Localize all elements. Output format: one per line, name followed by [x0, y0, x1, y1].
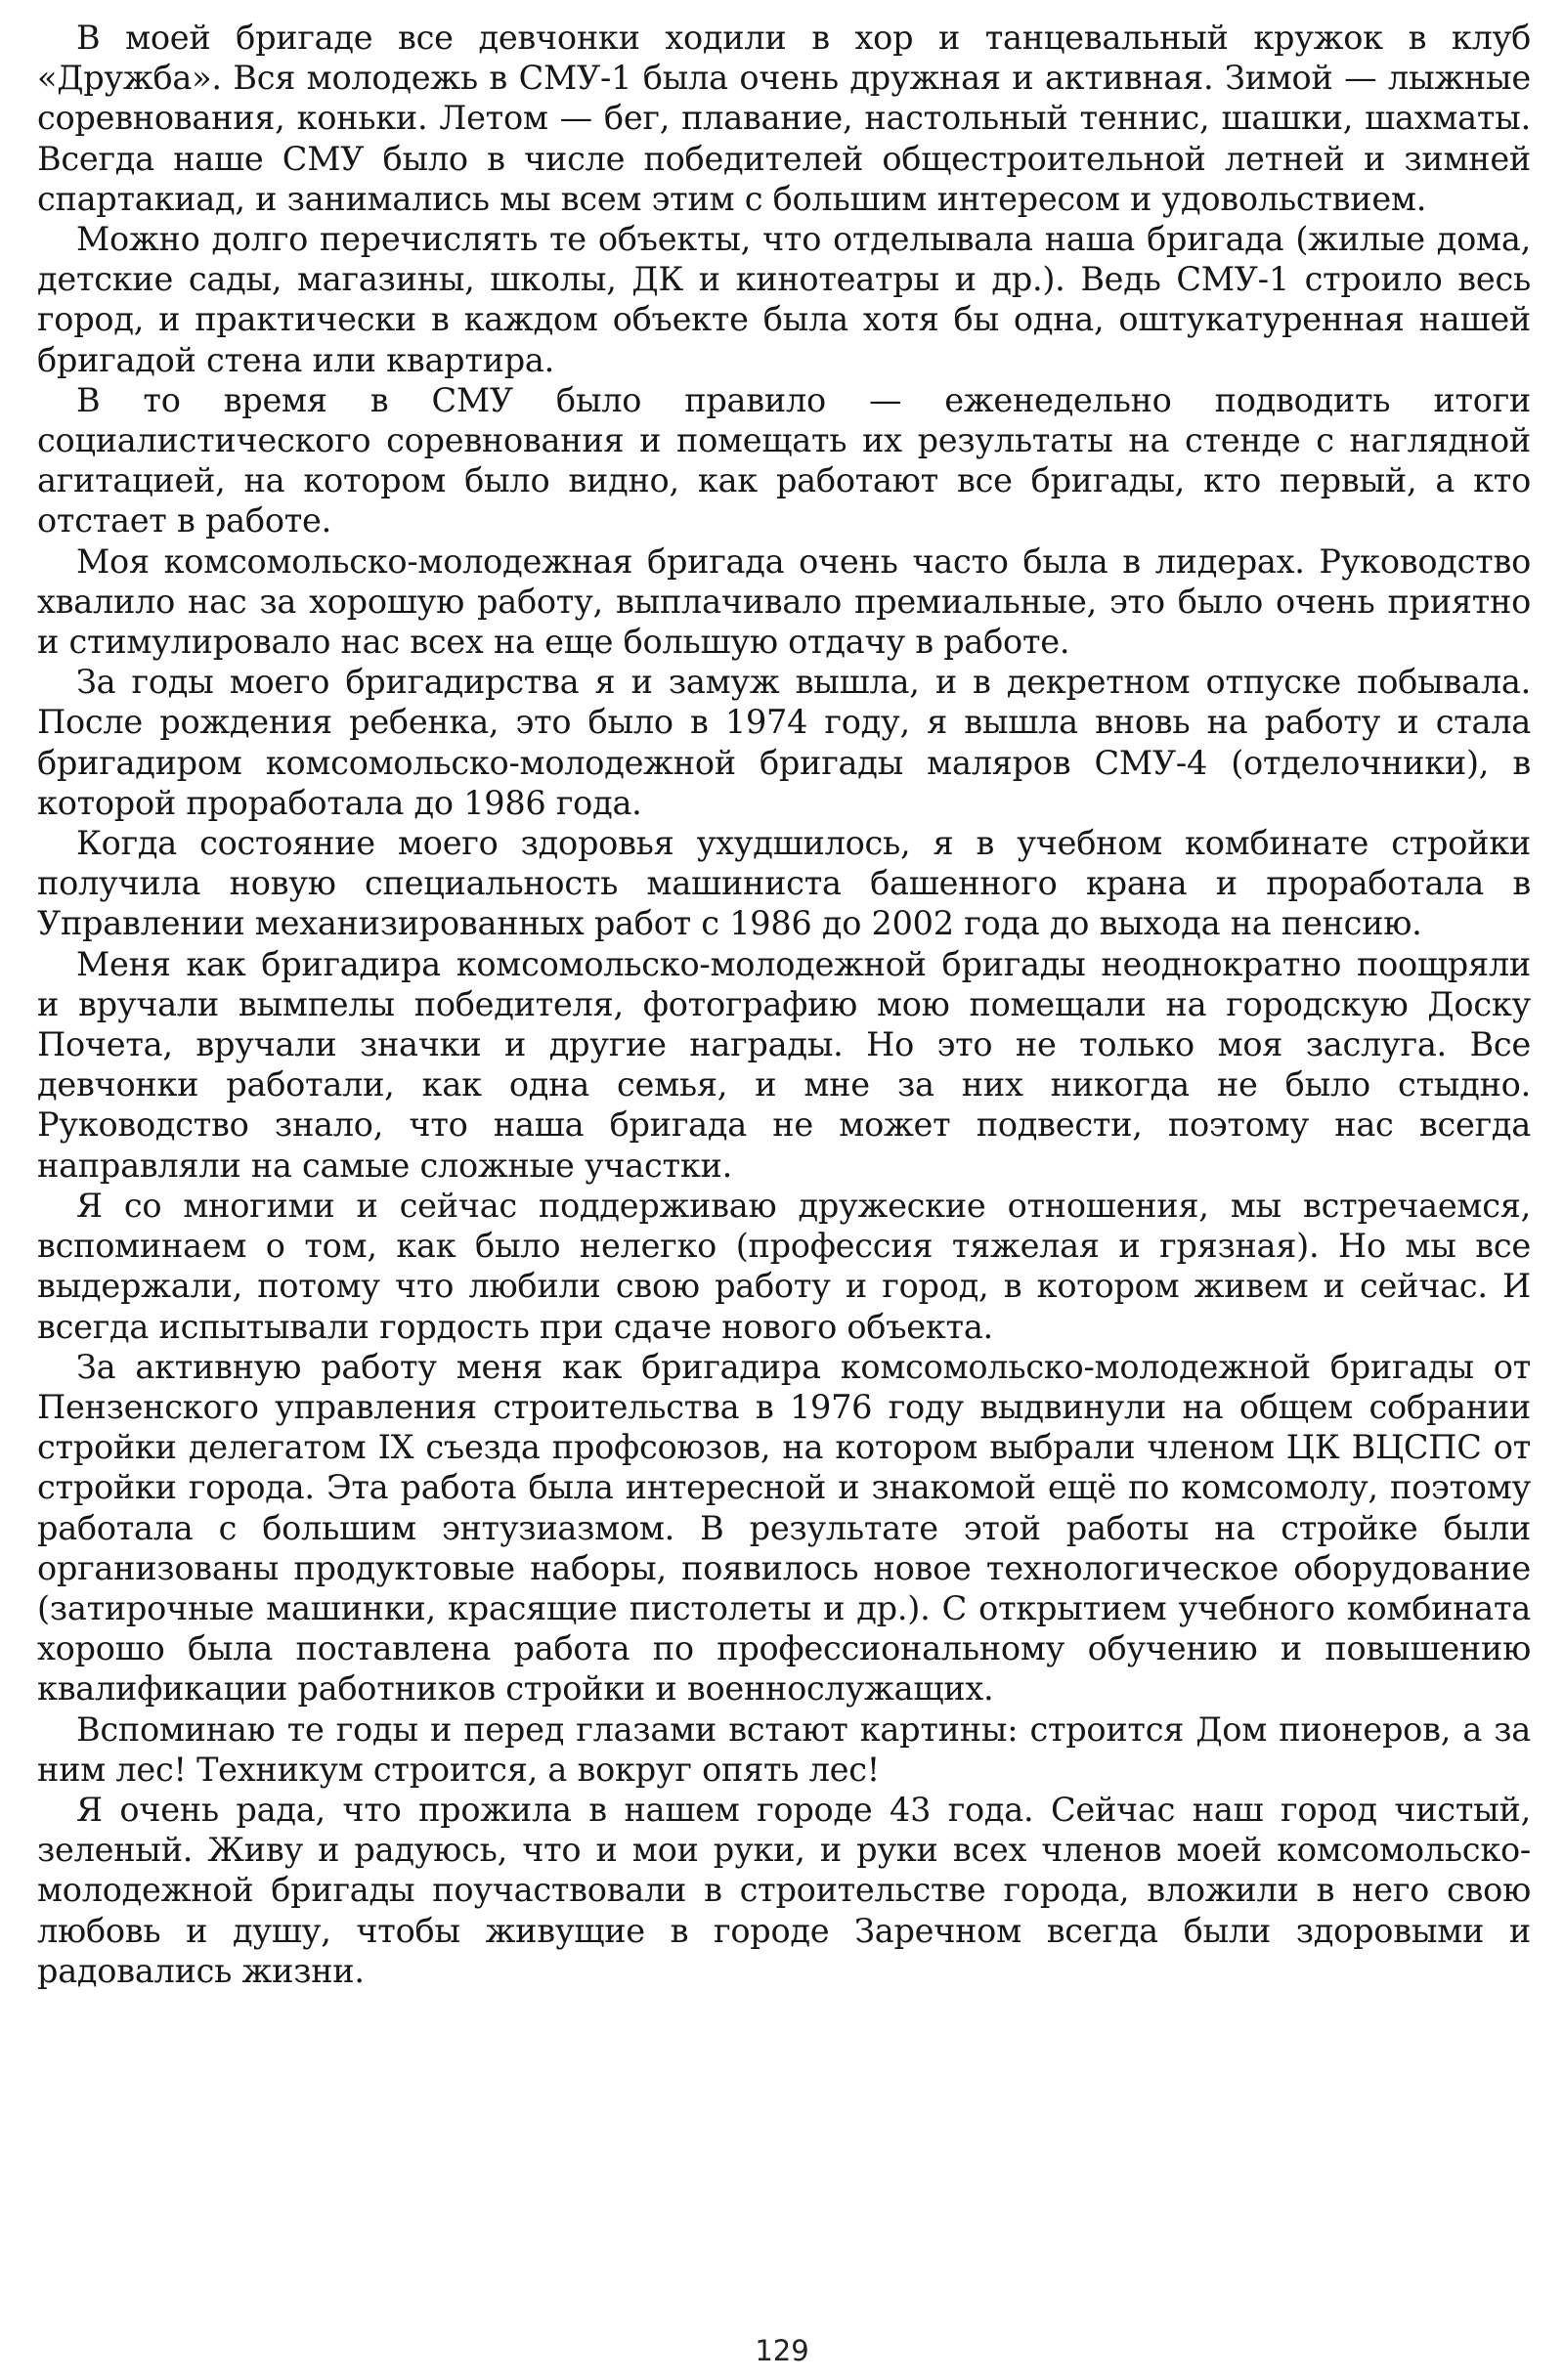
- paragraph-objects: Можно долго перечислять те объекты, что отделывала наша бригада (жилые дома, детские сады, магазины, школы, ДК и кинотеатры и др.). Ведь СМУ-1 строило весь город, и практически в каждом объекте была хотя бы одна, оштукатуренная нашей бригадой стена или квартира.: [37, 220, 1531, 379]
- paragraph-brigadier-years: За годы моего бригадирства я и замуж вышла, и в декретном отпуске побывала. После рождения ребенка, это было в 1974 году, я вышла вновь на работу и стала бригадиром комсомольско-молодежной бригады маляров СМУ-4 (отделочники), в которой проработала до 1986 года.: [37, 663, 1531, 822]
- paragraph-crane-operator: Когда состояние моего здоровья ухудшилось, я в учебном комбинате стройки получила новую специальность машиниста башенного крана и проработала в Управлении механизированных работ с 1986 до 2002 года до выхода на пенсию.: [37, 824, 1531, 943]
- paragraph-conclusion: Я очень рада, что прожила в нашем городе 43 года. Сейчас наш город чистый, зеленый. Живу и радуюсь, что и мои руки, и руки всех членов моей комсомольско-молодежной бригады поучаствовали в строительстве города, вложили в него свою любовь и душу, чтобы живущие в городе Заречном всегда были здоровыми и радовались жизни.: [37, 1790, 1531, 1990]
- paragraph-trade-union: За активную работу меня как бригадира комсомольско-молодежной бригады от Пензенского управления строительства в 1976 году выдвинули на общем собрании стройки делегатом IX съезда профсоюзов, на котором выбрали членом ЦК ВЦСПС от стройки города. Эта работа была интересной и знакомой ещё по комсомолу, поэтому работала с большим энтузиазмом. В результате этой работы на стройке были организованы продуктовые наборы, появилось новое технологическое оборудование (затирочные машинки, красящие пистолеты и др.). С открытием учебного комбината хорошо была поставлена работа по профессиональному обучению и повышению квалификации работников стройки и военнослужащих.: [37, 1347, 1531, 1709]
- page-number: 129: [755, 2334, 809, 2367]
- paragraph-clubs: В моей бригаде все девчонки ходили в хор и танцевальный кружок в клуб «Дружба». Вся молодежь в СМУ-1 была очень дружная и активная. Зимой — лыжные соревнования, коньки. Летом — бег, плавание, настольный теннис, шашки, шахматы. Всегда наше СМУ было в числе победителей общестроительной летней и зимней спартакиад, и занимались мы всем этим с большим интересом и удовольствием.: [37, 19, 1531, 218]
- page-body: [37, 18, 1531, 1991]
- paragraph-competition: В то время в СМУ было правило — еженедельно подводить итоги социалистического соревнования и помещать их результаты на стенде с наглядной агитацией, на котором было видно, как работают все бригады, кто первый, а кто отстает в работе.: [37, 380, 1531, 541]
- paragraph-friendships: Я со многими и сейчас поддерживаю дружеские отношения, мы встречаемся, вспоминаем о том, как было нелегко (профессия тяжелая и грязная). Но мы все выдержали, потому что любили свою работу и город, в котором живем и сейчас. И всегда испытывали гордость при сдаче нового объекта.: [37, 1186, 1531, 1346]
- paragraph-awards: Меня как бригадира комсомольско-молодежной бригады неоднократно поощряли и вручали вымпелы победителя, фотографию мою помещали на городскую Доску Почета, вручали значки и другие награды. Но это не только моя заслуга. Все девчонки работали, как одна семья, и мне за них никогда не было стыдно. Руководство знало, что наша бригада не может подвести, поэтому нас всегда направляли на самые сложные участки.: [37, 944, 1531, 1185]
- paragraph-leaders: Моя комсомольско-молодежная бригада очень часто была в лидерах. Руководство хвалило нас за хорошую работу, выплачивало премиальные, это было очень приятно и стимулировало нас всех на еще большую отдачу в работе.: [37, 541, 1531, 662]
- paragraph-memories: Вспоминаю те годы и перед глазами встают картины: строится Дом пионеров, а за ним лес! Техникум строится, а вокруг опять лес!: [37, 1709, 1531, 1789]
